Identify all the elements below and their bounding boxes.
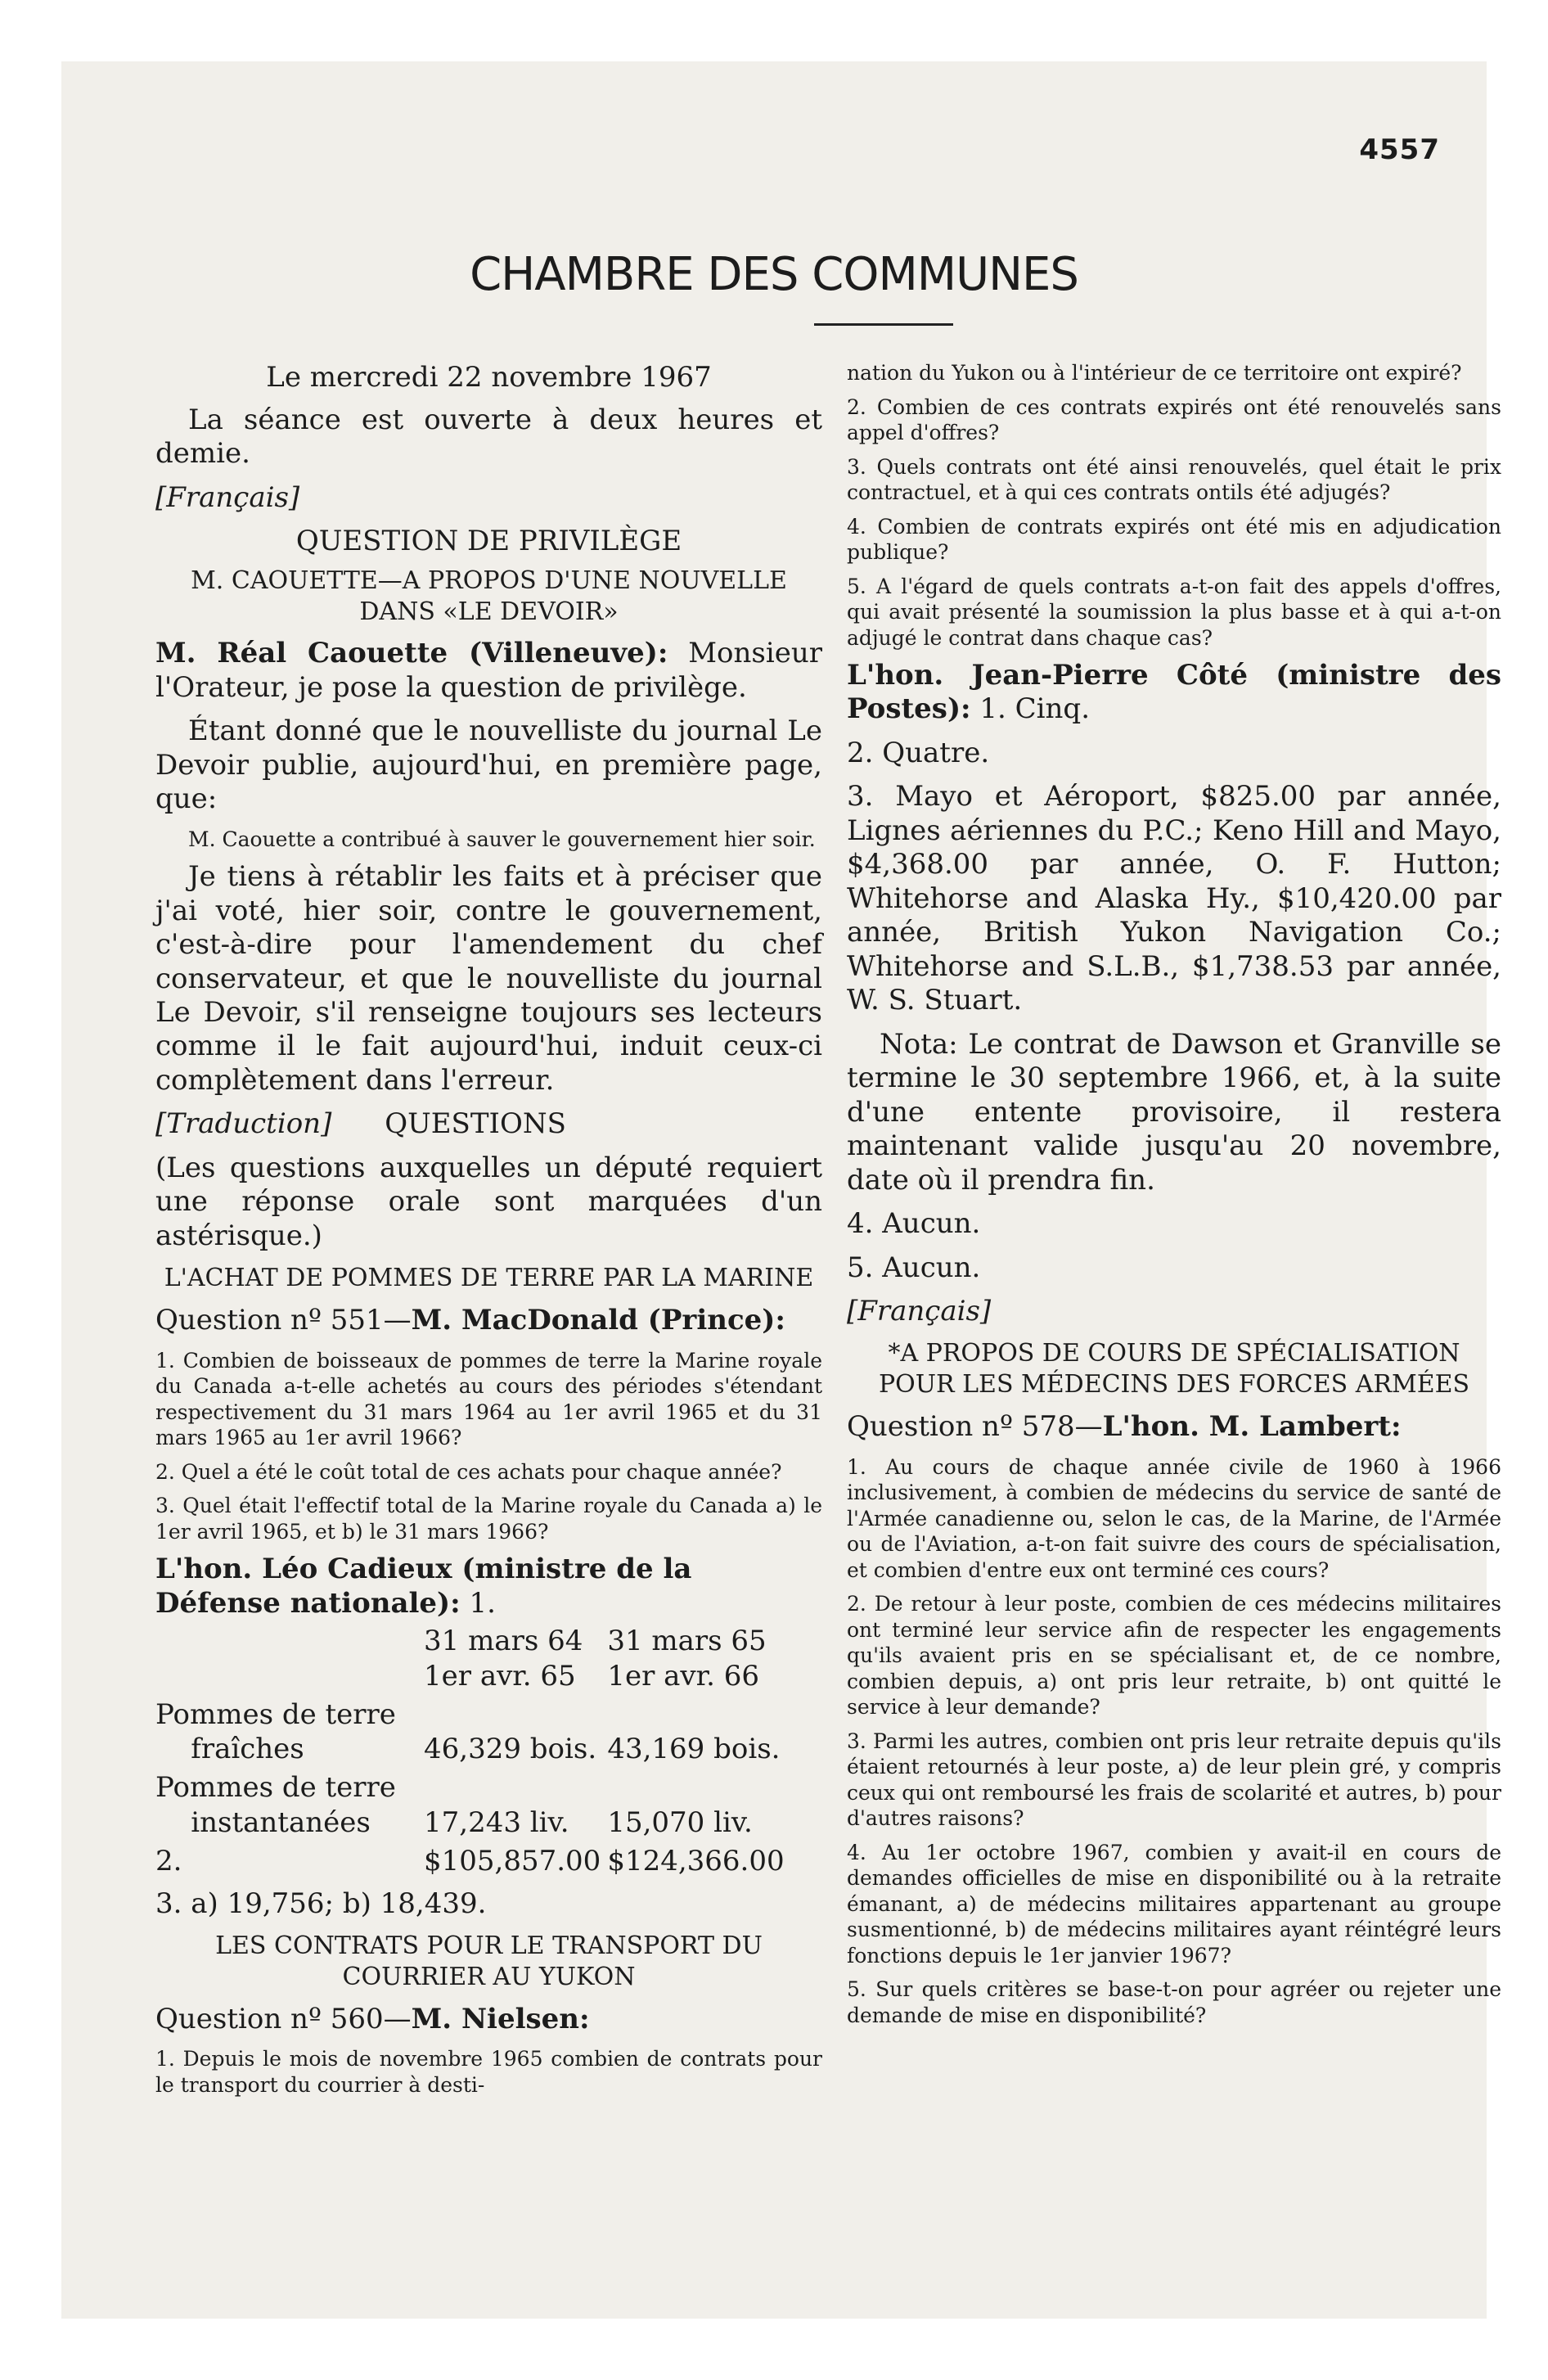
table-header-cell: 31 mars 64 1er avr. 65 xyxy=(424,1625,583,1693)
question-578-part-1: 1. Au cours de chaque année civile de 1960 à 1966 inclusivement, à combien de médecins du service de santé de l'Armée canadienne ou, selon le cas, de la Marine, de l'Armée ou de l'Aviation, a-t-on fait suivre des cours de spécialisation, et combien d'entre eux ont terminé ces cours? xyxy=(847,1454,1501,1582)
questions-note: (Les questions auxquelles un député requiert une réponse orale sont marquées d'un astérisque.) xyxy=(155,1151,822,1252)
question-551-part-1: 1. Combien de boisseaux de pommes de terre la Marine royale du Canada a-t-elle achetés au cours des périodes s'étendant respectivement du 31 mars 1964 au 1er avril 1965 et du 31 mars 1965 au 1er avril 1966? xyxy=(155,1348,822,1450)
question-578-part-5: 5. Sur quels critères se base-t-on pour agréer ou rejeter une demande de mise en disponibilité? xyxy=(847,1977,1501,2027)
answer-text: 1. xyxy=(460,1586,496,1620)
language-note: [Français] xyxy=(847,1294,992,1327)
question-551-part-2: 2. Quel a été le coût total de ces achats pour chaque année? xyxy=(155,1459,782,1484)
question-number: Question nº 560— xyxy=(155,2002,412,2035)
question-551 xyxy=(155,1304,822,1337)
table-cell: Pommes de terre instantanées xyxy=(155,1771,396,1840)
translation-label: [Traduction] xyxy=(155,1107,332,1141)
page xyxy=(61,61,1501,2319)
language-note: [Français] xyxy=(155,480,300,514)
right-column xyxy=(847,360,1501,2036)
answer-551 xyxy=(155,1553,822,1620)
table-cell: 2. xyxy=(155,1844,182,1877)
table-cell: $124,366.00 xyxy=(607,1844,785,1877)
sitting-date: Le mercredi 22 novembre 1967 xyxy=(266,361,712,394)
question-578-part-3: 3. Parmi les autres, combien ont pris leur retraite depuis qu'ils étaient retournés à leur poste, a) de leur plein gré, y compris ceux qui ont remboursé les frais de scolarité et autres, b) pour d'autres raisons? xyxy=(847,1729,1501,1830)
subheading-contrats: LES CONTRATS POUR LE TRANSPORT DU COURRIER AU YUKON xyxy=(215,1931,763,1992)
caouette-speech-2: Étant donné que le nouvelliste du journal Le Devoir publie, aujourd'hui, en première page, que: xyxy=(155,714,822,816)
heading-privilege: QUESTION DE PRIVILÈGE xyxy=(295,525,682,558)
potato-table xyxy=(155,1624,791,1882)
question-author: M. Nielsen: xyxy=(411,2002,590,2035)
question-author: L'hon. M. Lambert: xyxy=(1102,1410,1402,1444)
subheading-caouette: M. CAOUETTE—A PROPOS D'UNE NOUVELLE DANS «LE DEVOIR» xyxy=(191,566,787,626)
speaker-name: M. Réal Caouette (Villeneuve): xyxy=(155,637,668,670)
subheading-pommes: L'ACHAT DE POMMES DE TERRE PAR LA MARINE xyxy=(164,1264,814,1293)
quote-text: M. Caouette a contribué à sauver le gouvernement hier soir. xyxy=(188,827,816,851)
question-560-part-1: 1. Depuis le mois de novembre 1965 combien de contrats pour le transport du courrier à desti- xyxy=(155,2047,822,2097)
caouette-speech-3: Je tiens à rétablir les faits et à préciser que j'ai voté, hier soir, contre le gouvernement, c'est-à-dire pour l'amendement du chef conservateur, et que le nouvelliste du journal Le Devoir, s'il renseigne toujours ses lecteurs comme il le fait aujourd'hui, induit ceux-ci complètement dans l'erreur. xyxy=(155,860,822,1097)
speech-text: Monsieur l'Orateur, je pose la question de privilège. xyxy=(155,637,822,704)
title-rule xyxy=(814,323,953,326)
question-578-part-4: 4. Au 1er octobre 1967, combien y avait-il en cours de demandes officielles de mise en disponibilité ou à la retraite émanant, a) de médecins militaires appartenant au groupe susmentionné, b) de médecins militaires ayant réintégré leurs fonctions depuis le 1er janvier 1967? xyxy=(847,1840,1501,1968)
question-551-part-3: 3. Quel était l'effectif total de la Marine royale du Canada a) le 1er avril 1965, et b) le 31 mars 1966? xyxy=(155,1494,822,1544)
question-560-part-3: 3. Quels contrats ont été ainsi renouvelés, quel était le prix contractuel, et à qui ces contrats ontils été adjugés? xyxy=(847,454,1501,504)
table-cell: 43,169 bois. xyxy=(607,1733,781,1766)
answer-560-4: 4. Aucun. xyxy=(847,1207,981,1241)
question-560-part-5: 5. A l'égard de quels contrats a-t-on fait des appels d'offres, qui avait présenté la soumission la plus basse et à qui a-t-on adjugé le contrat dans chaque cas? xyxy=(847,574,1501,650)
question-578 xyxy=(847,1410,1501,1444)
table-cell: Pommes de terre fraîches xyxy=(155,1697,396,1766)
opening-text: La séance est ouverte à deux heures et demie. xyxy=(155,403,822,471)
answer-560-3: 3. Mayo et Aéroport, $825.00 par année, Lignes aériennes du P.C.; Keno Hill and Mayo, $4,368.00 par année, O. F. Hutton; Whitehorse and Alaska Hy., $10,420.00 par année, British Yukon Navigation Co.; Whitehorse and S.L.B., $1,738.53 par année, W. S. Stuart. xyxy=(847,780,1501,1017)
answer-551-3: 3. a) 19,756; b) 18,439. xyxy=(155,1886,487,1920)
question-number: Question nº 578— xyxy=(847,1410,1103,1444)
table-cell: 17,243 liv. xyxy=(424,1806,569,1840)
question-560-part-4: 4. Combien de contrats expirés ont été mis en adjudication publique? xyxy=(847,514,1501,564)
question-author: M. MacDonald (Prince): xyxy=(411,1304,785,1337)
answer-560-2: 2. Quatre. xyxy=(847,736,990,769)
translation-note xyxy=(155,1107,822,1141)
question-560-continued: nation du Yukon ou à l'intérieur de ce territoire ont expiré? xyxy=(847,361,1462,385)
question-578-part-2: 2. De retour à leur poste, combien de ces médecins militaires ont terminé leur service afin de respecter les engagements qu'ils avaient pris en se spécialisant et, de ce nombre, combien depuis, a) ont pris leur retraite, b) ont quitté le service à leur demande? xyxy=(847,1592,1501,1719)
table-cell: 15,070 liv. xyxy=(607,1806,753,1840)
question-560-part-2: 2. Combien de ces contrats expirés ont été renouvelés sans appel d'offres? xyxy=(847,394,1501,444)
table-row xyxy=(155,1770,791,1844)
caouette-speech xyxy=(155,637,822,705)
page-number: 4557 xyxy=(1359,133,1440,166)
subheading-medecins: *A PROPOS DE COURS DE SPÉCIALISATION POUR LES MÉDECINS DES FORCES ARMÉES xyxy=(878,1339,1470,1400)
answer-560-5: 5. Aucun. xyxy=(847,1251,981,1284)
answer-560 xyxy=(847,659,1501,727)
table-header-cell: 31 mars 65 1er avr. 66 xyxy=(607,1625,767,1693)
table-cell: 46,329 bois. xyxy=(424,1733,597,1766)
answer-author: L'hon. Jean-Pierre Côté (ministre des Postes): xyxy=(847,659,1501,726)
table-header xyxy=(155,1624,791,1697)
question-560 xyxy=(155,2003,822,2036)
page-title: CHAMBRE DES COMMUNES xyxy=(470,248,1078,301)
heading-questions: QUESTIONS xyxy=(385,1107,566,1141)
left-column xyxy=(155,360,822,2106)
question-number: Question nº 551— xyxy=(155,1304,412,1337)
answer-author: L'hon. Léo Cadieux (ministre de la Défense nationale): xyxy=(155,1553,692,1620)
table-cell: $105,857.00 xyxy=(424,1844,601,1877)
table-row xyxy=(155,1697,791,1771)
table-row xyxy=(155,1844,791,1882)
answer-text: 1. Cinq. xyxy=(970,692,1091,726)
answer-560-note: Nota: Le contrat de Dawson et Granville se termine le 30 septembre 1966, et, à la suite d'une entente provisoire, il restera maintenant valide jusqu'au 20 novembre, date où il prendra fin. xyxy=(847,1027,1501,1197)
